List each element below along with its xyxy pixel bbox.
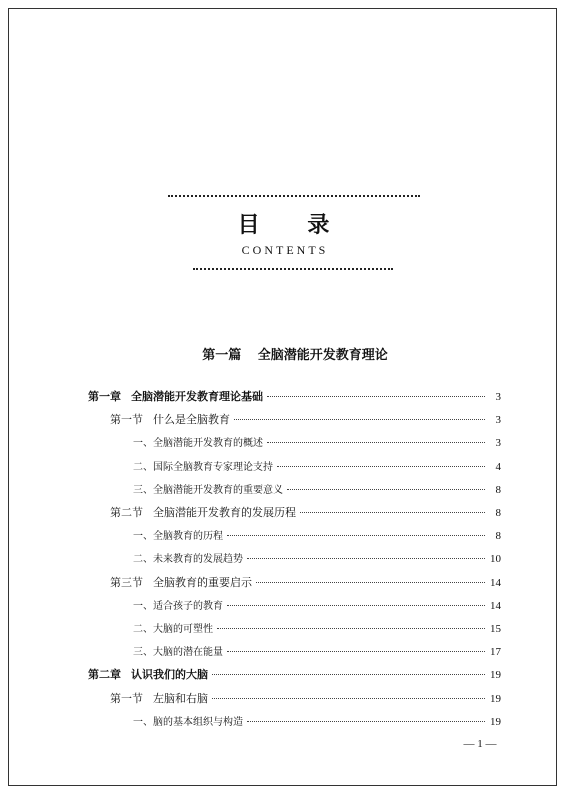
toc-entry-number: 第三节 [110, 575, 143, 589]
part-number: 第一篇 [202, 348, 242, 363]
toc-entry-item[interactable] [133, 435, 501, 451]
toc-entry-item[interactable] [133, 644, 501, 660]
toc-entry-title: 什么是全脑教育 [153, 413, 230, 427]
dot-leader [277, 466, 485, 467]
dotted-rule-top [168, 195, 420, 197]
dot-leader [227, 605, 485, 606]
toc-entry-item[interactable] [133, 459, 501, 475]
toc-entry-page: 14 [490, 576, 501, 589]
dot-leader [247, 721, 485, 722]
toc-entry-page: 19 [490, 715, 501, 728]
toc-entry-title: 左脑和右脑 [153, 691, 208, 705]
toc-entry-title: 认识我们的大脑 [131, 668, 208, 682]
toc-entry-title: 一、全脑潜能开发教育的概述 [133, 438, 263, 450]
dot-leader [212, 698, 485, 699]
dot-leader [227, 535, 485, 536]
toc-subtitle: CONTENTS [241, 243, 329, 257]
toc-entry-title: 二、大脑的可塑性 [133, 624, 213, 635]
dot-leader [234, 419, 485, 420]
toc-entry-page: 17 [490, 646, 501, 659]
toc-entry-page: 8 [495, 507, 501, 519]
toc-entry-page: 4 [495, 460, 501, 473]
toc-entry-item[interactable] [133, 551, 501, 567]
dot-leader [217, 628, 485, 629]
toc-entry-number: 第二章 [88, 668, 121, 682]
toc-entry-item[interactable] [133, 598, 501, 614]
dot-leader [267, 396, 485, 397]
dot-leader [267, 442, 485, 443]
toc-entry-chapter[interactable] [88, 667, 501, 683]
toc-entry-section[interactable] [110, 412, 501, 428]
toc-entry-title: 二、国际全脑教育专家理论支持 [133, 461, 273, 473]
toc-entry-page: 3 [495, 437, 501, 450]
toc-entry-item[interactable] [133, 482, 501, 498]
dot-leader [256, 582, 485, 583]
dot-leader [247, 558, 485, 559]
part-heading [0, 344, 567, 363]
toc-entry-title: 一、全脑教育的历程 [133, 531, 223, 543]
toc-entry-title: 全脑教育的重要启示 [153, 575, 252, 589]
dot-leader [227, 651, 485, 652]
toc-entry-page: 3 [495, 414, 501, 427]
toc-entry-page: 10 [490, 553, 501, 566]
toc-entry-page: 19 [490, 692, 501, 705]
toc-entry-page: 8 [495, 530, 501, 543]
toc-entry-section[interactable] [110, 505, 501, 521]
dotted-rule-bottom [193, 268, 393, 270]
toc-entry-number: 第一节 [110, 413, 143, 427]
toc-title: 目 录 [237, 212, 350, 238]
toc-entry-title: 一、适合孩子的教育 [133, 600, 223, 612]
toc-entry-page: 15 [490, 623, 501, 635]
toc-entry-item[interactable] [133, 528, 501, 544]
toc-entry-number: 第一章 [88, 390, 121, 403]
toc-entry-page: 8 [495, 483, 501, 496]
toc-entry-title: 三、大脑的潜在能量 [133, 647, 223, 659]
toc-entry-number: 第一节 [110, 691, 143, 705]
toc-entry-title: 全脑潜能开发教育的发展历程 [153, 506, 296, 519]
part-name: 全脑潜能开发教育理论 [257, 348, 388, 363]
toc-entry-section[interactable] [110, 575, 501, 591]
toc-entry-section[interactable] [110, 691, 501, 707]
dot-leader [287, 489, 485, 490]
toc-entry-item[interactable] [133, 714, 501, 730]
toc-entry-title: 一、脑的基本组织与构造 [133, 716, 243, 728]
toc-entry-page: 14 [490, 599, 501, 612]
toc-entry-chapter[interactable] [88, 389, 501, 405]
toc-entry-title: 三、全脑潜能开发教育的重要意义 [133, 484, 283, 496]
page-number: — 1 — [463, 738, 497, 750]
toc-entry-number: 第二节 [110, 506, 143, 519]
toc-entry-page: 3 [495, 391, 501, 403]
dot-leader [212, 674, 485, 675]
toc-entry-item[interactable] [133, 621, 501, 637]
toc-entry-title: 全脑潜能开发教育理论基础 [131, 390, 263, 403]
toc-entry-title: 二、未来教育的发展趋势 [133, 554, 243, 566]
dot-leader [300, 512, 485, 513]
toc-entry-page: 19 [490, 669, 501, 682]
